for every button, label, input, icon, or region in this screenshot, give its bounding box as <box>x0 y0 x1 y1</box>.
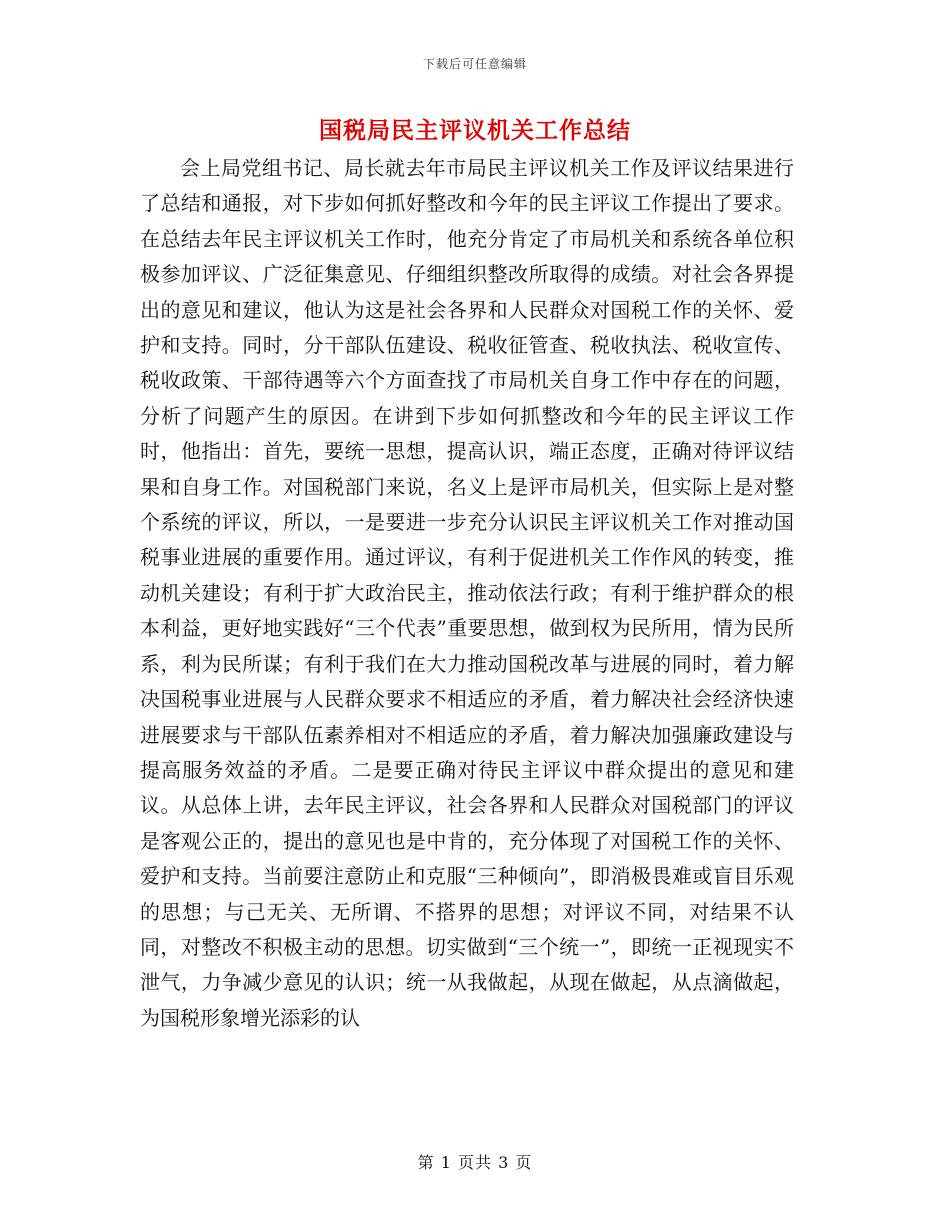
document-title: 国税局民主评议机关工作总结 <box>319 117 631 144</box>
document-body-paragraph: 会上局党组书记、局长就去年市局民主评议机关工作及评议结果进行了总结和通报，对下步如何抓好整改和今年的民主评议工作提出了要求。在总结去年民主评议机关工作时，他充分肯定了市局机关和系统各单位积极参加评议、广泛征集意见、仔细组织整改所取得的成绩。对社会各界提出的意见和建议，他认为这是社会各界和人民群众对国税工作的关怀、爱护和支持。同时，分干部队伍建设、税收征管查、税收执法、税收宣传、税收政策、干部待遇等六个方面查找了市局机关自身工作中存在的问题，分析了问题产生的原因。在讲到下步如何抓整改和今年的民主评议工作时，他指出：首先，要统一思想，提高认识，端正态度，正确对待评议结果和自身工作。对国税部门来说，名义上是评市局机关，但实际上是对整个系统的评议，所以，一是要进一步充分认识民主评议机关工作对推动国税事业进展的重要作用。通过评议，有利于促进机关工作作风的转变，推动机关建设；有利于扩大政治民主，推动依法行政；有利于维护群众的根本利益，更好地实践好“三个代表”重要思想，做到权为民所用，情为民所系，利为民所谋；有利于我们在大力推动国税改革与进展的同时，着力解决国税事业进展与人民群众要求不相适应的矛盾，着力解决社会经济快速进展要求与干部队伍素养相对不相适应的矛盾，着力解决加强廉政建设与提高服务效益的矛盾。二是要正确对待民主评议中群众提出的意见和建议。从总体上讲，去年民主评议，社会各界和人民群众对国税部门的评议是客观公正的，提出的意见也是中肯的，充分体现了对国税工作的关怀、爱护和支持。当前要注意防止和克服“三种倾向”，即消极畏难或盲目乐观的思想；与己无关、无所谓、不搭界的思想；对评议不同，对结果不认同，对整改不积极主动的思想。切实做到“三个统一”，即统一正视现实不泄气，力争减少意见的认识；统一从我做起，从现在做起，从点滴做起，为国税形象增光添彩的认 <box>140 156 794 1030</box>
header-note: 下载后可任意编辑 <box>422 57 527 71</box>
page-number-footer: 第 1 页共 3 页 <box>417 1153 533 1172</box>
